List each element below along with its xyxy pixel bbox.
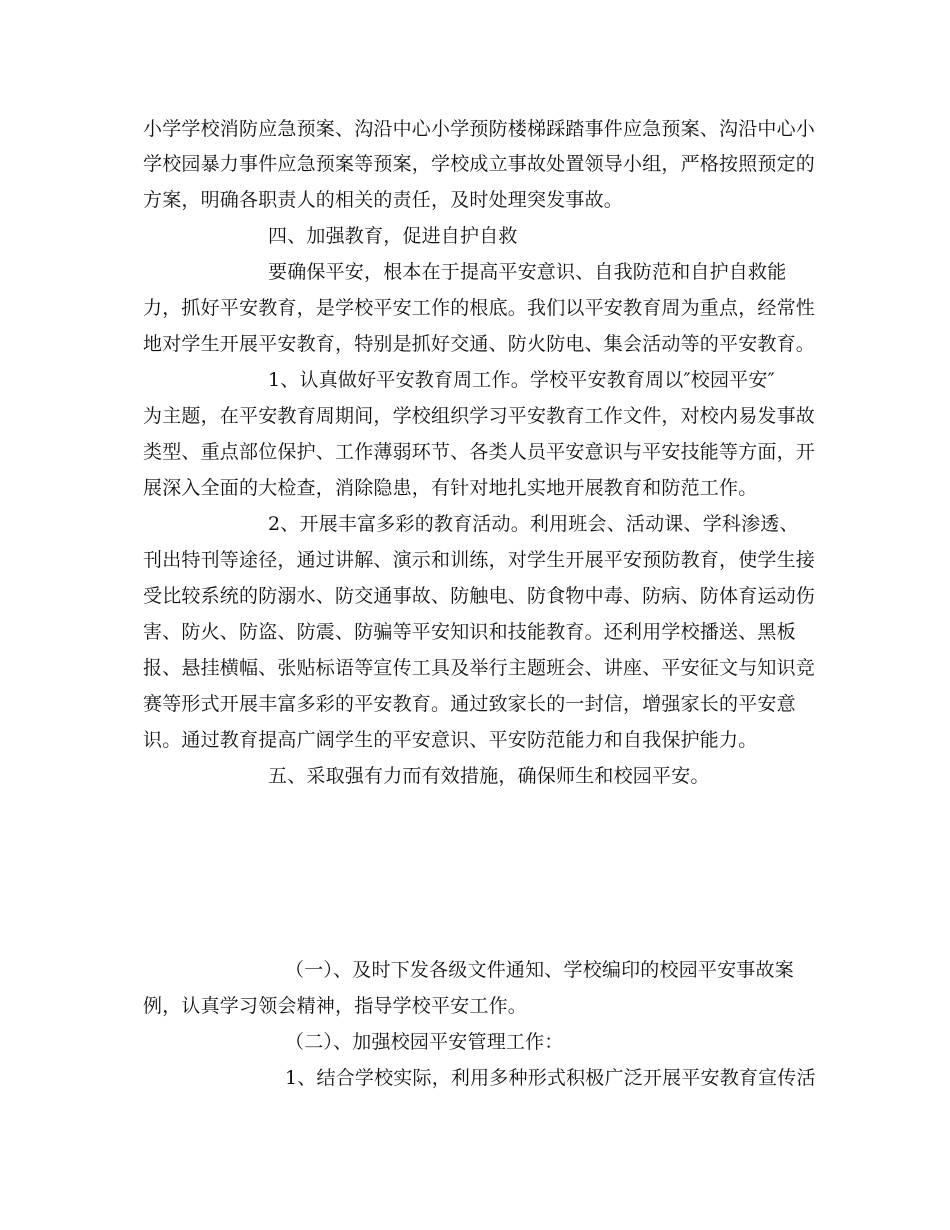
paragraph-line: 例，认真学习领会精神，指导学校平安工作。: [143, 995, 528, 1017]
paragraph-line: 为主题，在平安教育周期间，学校组织学习平安教育工作文件，对校内易发事故: [143, 405, 816, 427]
paragraph-line: 1、结合学校实际，利用多种形式积极广泛开展平安教育宣传活: [285, 1067, 816, 1089]
paragraph-line: 要确保平安，根本在于提高平安意识、自我防范和自护自救能: [268, 261, 787, 283]
paragraph-line: 类型、重点部位保护、工作薄弱环节、各类人员平安意识与平安技能等方面，开: [143, 441, 816, 463]
paragraph-line: 小学学校消防应急预案、沟沿中心小学预防楼梯踩踏事件应急预案、沟沿中心小: [143, 118, 816, 140]
subsection-heading: （二）、加强校园平安管理工作：: [285, 1031, 564, 1053]
paragraph-line: 赛等形式开展丰富多彩的平安教育。通过致家长的一封信，增强家长的平安意: [143, 693, 796, 715]
paragraph-line: 1、认真做好平安教育周工作。学校平安教育周以″校园平安″: [268, 369, 775, 391]
paragraph-line: 地对学生开展平安教育，特别是抓好交通、防火防电、集会活动等的平安教育。: [143, 333, 816, 355]
section-heading: 四、加强教育，促进自护自救: [268, 225, 518, 247]
paragraph-line: 报、悬挂横幅、张贴标语等宣传工具及举行主题班会、讲座、平安征文与知识竞: [143, 657, 816, 679]
section-heading: 五、采取强有力而有效措施，确保师生和校园平安。: [268, 765, 710, 787]
paragraph-line: 害、防火、防盗、防震、防骗等平安知识和技能教育。还利用学校播送、黑板: [143, 621, 796, 643]
paragraph-line: 刊出特刊等途径，通过讲解、演示和训练，对学生开展平安预防教育，使学生接: [143, 549, 816, 571]
paragraph-line: 2、开展丰富多彩的教育活动。利用班会、活动课、学科渗透、: [268, 513, 799, 535]
paragraph-line: （一）、及时下发各级文件通知、学校编印的校园平安事故案: [285, 959, 794, 981]
paragraph-line: 识。通过教育提高广阔学生的平安意识、平安防范能力和自我保护能力。: [143, 729, 758, 751]
paragraph-line: 力，抓好平安教育，是学校平安工作的根底。我们以平安教育周为重点，经常性: [143, 297, 816, 319]
paragraph-line: 方案，明确各职责人的相关的责任，及时处理突发事故。: [143, 189, 624, 211]
paragraph-line: 受比较系统的防溺水、防交通事故、防触电、防食物中毒、防病、防体育运动伤: [143, 585, 816, 607]
paragraph-line: 展深入全面的大检查，消除隐患，有针对地扎实地开展教育和防范工作。: [143, 477, 758, 499]
paragraph-line: 学校园暴力事件应急预案等预案，学校成立事故处置领导小组，严格按照预定的: [143, 153, 816, 175]
